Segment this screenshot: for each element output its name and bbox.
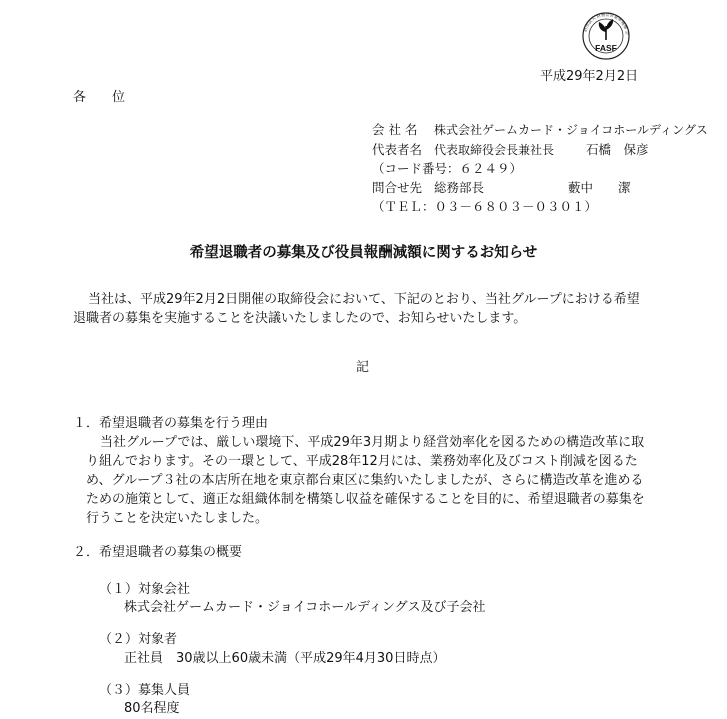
sprout-icon bbox=[599, 19, 613, 40]
intro-line-1: 当社は、平成29年2月2日開催の取締役会において、下記のとおり、当社グループにおける希望 bbox=[88, 292, 640, 307]
item2-label: （２）対象者 bbox=[99, 632, 178, 647]
contact-tel: （ＴＥＬ：０３－６８０３－０３０１） bbox=[372, 199, 598, 214]
item3-value: 80名程度 bbox=[124, 701, 180, 716]
fasf-logo bbox=[575, 6, 637, 60]
contact-title: 総務部長 bbox=[433, 180, 484, 195]
contact-label: 問合せ先 bbox=[372, 180, 423, 195]
company-value: 株式会社ゲームカード・ジョイコホールディングス bbox=[433, 123, 708, 137]
section1-line-5: 行うことを決定いたしました。 bbox=[86, 511, 269, 526]
company-label: 会 社 名 bbox=[372, 122, 418, 137]
representative-title: 代表取締役会長兼社長 bbox=[433, 143, 554, 157]
addressee: 各 位 bbox=[73, 90, 126, 105]
representative-label: 代表者名 bbox=[372, 142, 423, 157]
logo-ring-text: 財団法人 財務会計基準機構 会 bbox=[582, 11, 631, 36]
section2-heading: ２．希望退職者の募集の概要 bbox=[73, 545, 243, 560]
section1-line-1: 当社グループでは、厳しい環境下、平成29年3月期より経営効率化を図るための構造改革に取 bbox=[100, 435, 645, 450]
item1-value: 株式会社ゲームカード・ジョイコホールディングス及び子会社 bbox=[124, 600, 486, 615]
company-row bbox=[372, 124, 708, 137]
representative-name: 石橋 保彦 bbox=[585, 142, 649, 157]
item2-value: 正社員 30歳以上60歳未満（平成29年4月30日時点） bbox=[124, 651, 446, 666]
document-title: 希望退職者の募集及び役員報酬減額に関するお知らせ bbox=[189, 245, 538, 261]
ki-mark: 記 bbox=[356, 360, 370, 375]
section1-line-2: り組んでおります。その一環として、平成28年12月には、業務効率化及びコスト削減を図るた bbox=[86, 454, 638, 469]
section1-line-4: ための施策として、適正な組織体制を構築し収益を確保することを目的に、希望退職者の募集を bbox=[86, 492, 645, 507]
contact-row bbox=[372, 182, 631, 195]
document-date: 平成29年2月2日 bbox=[540, 69, 639, 84]
item3-label: （３）募集人員 bbox=[99, 683, 191, 698]
section1-line-3: め、グループ３社の本店所在地を東京都台東区に集約いたしましたが、さらに構造改革を進める bbox=[86, 473, 644, 488]
contact-name: 藪中 潔 bbox=[567, 180, 631, 195]
section1-heading: １．希望退職者の募集を行う理由 bbox=[73, 416, 269, 431]
item1-label: （１）対象会社 bbox=[99, 582, 191, 597]
representative-row bbox=[372, 144, 649, 157]
securities-code: （コード番号：６２４９） bbox=[372, 161, 523, 176]
logo-text: FASF bbox=[595, 43, 617, 53]
intro-line-2: 退職者の募集を実施することを決議いたしましたので、お知らせいたします。 bbox=[73, 311, 527, 326]
